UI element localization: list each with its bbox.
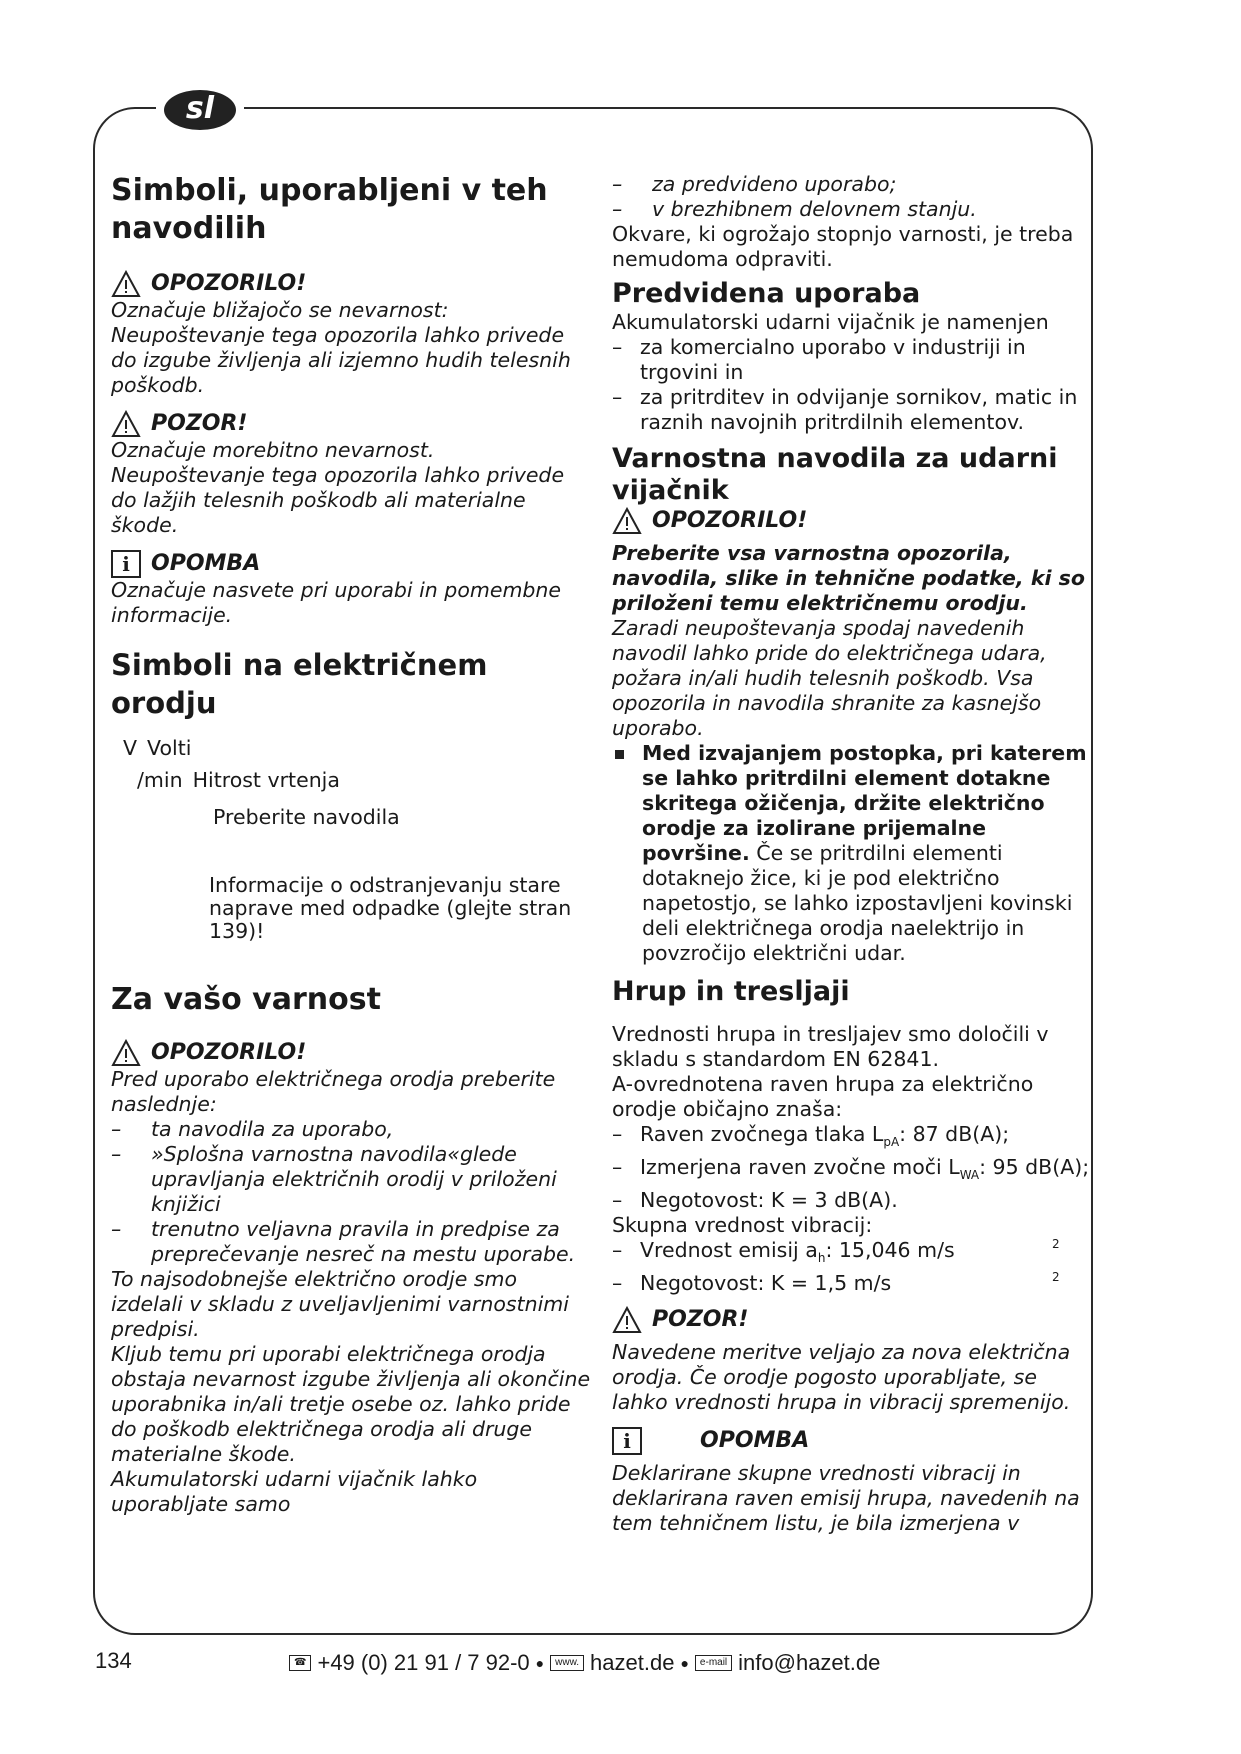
note-text: Označuje nasvete pri uporabi in pomembne informacije. bbox=[111, 578, 562, 627]
list-item: – Negotovost: K = 1,5 m/s 2 bbox=[612, 1271, 1092, 1296]
wiring-bullet bbox=[612, 741, 1092, 966]
warning-label: OPOZORILO! bbox=[151, 1040, 307, 1065]
tool-symbols-heading: Simboli na električnem orodju bbox=[111, 648, 488, 720]
caution-label: POZOR! bbox=[151, 411, 248, 436]
info-icon: i bbox=[111, 550, 141, 578]
safety-p1: To najsodobnejše električno orodje smo izdelali v skladu z uveljavljenimi varnostnimi predpisi. bbox=[111, 1267, 569, 1341]
symbol-desc: Preberite navodila bbox=[213, 805, 400, 829]
vibration-label: Skupna vrednost vibracij: bbox=[612, 1213, 873, 1238]
noise-heading: Hrup in tresljaji bbox=[612, 976, 850, 1007]
wiring-bullet-bold: Med izvajanjem postopka, pri katerem se lahko pritrdilni element dotakne skritega ožičenja, držite električno orodje za izolirane prijemalne površine. bbox=[642, 741, 1087, 865]
website-link[interactable]: hazet.de bbox=[590, 1650, 675, 1675]
warning-text: Označuje bližajočo se nevarnost: Neupoštevanje tega opozorila lahko privede do izgube življenja ali izjemno hudih telesnih poškodb. bbox=[111, 298, 571, 397]
email-link[interactable]: info@hazet.de bbox=[738, 1650, 881, 1675]
warning-header bbox=[612, 507, 1092, 535]
left-column bbox=[111, 172, 593, 1517]
list-item: – trenutno veljavna pravila in predpise za preprečevanje nesreč na mestu uporabe. bbox=[111, 1217, 593, 1267]
list-item: – za predvideno uporabo; bbox=[612, 172, 1092, 197]
note-header bbox=[111, 550, 593, 578]
impact-warning-text bbox=[612, 541, 1092, 741]
defects-text: Okvare, ki ogrožajo stopnjo varnosti, je treba nemudoma odpraviti. bbox=[612, 222, 1074, 271]
list-item: – v brezhibnem delovnem stanju. bbox=[612, 197, 1092, 222]
note-label: OPOMBA bbox=[700, 1428, 810, 1454]
impact-safety-heading: Varnostna navodila za udarni vijačnik bbox=[612, 443, 1058, 506]
safety-heading: Za vašo varnost bbox=[111, 982, 381, 1017]
impact-warning-bold: Preberite vsa varnostna opozorila, navodila, slike in tehnične podatke, ki so priloženi temu električnemu orodju. bbox=[612, 541, 1085, 615]
warning-label: OPOZORILO! bbox=[652, 508, 808, 533]
safety-p2: Kljub temu pri uporabi električnega orodja obstaja nevarnost izgube življenja ali okončine uporabnika in/ali tretje osebe oz. lahko pride do poškodb električnega orodja ali druge materialne škode. bbox=[111, 1342, 591, 1466]
symbol: /min bbox=[137, 768, 183, 792]
caution-text: Označuje morebitno nevarnost. Neupoštevanje tega opozorila lahko privede do lažjih telesnih poškodb ali materialne škode. bbox=[111, 438, 565, 537]
email-icon: e-mail bbox=[695, 1655, 732, 1671]
symbol-row bbox=[123, 805, 593, 830]
caution-header bbox=[612, 1306, 1092, 1334]
warning-label: OPOZORILO! bbox=[151, 271, 307, 296]
safety-list bbox=[111, 1117, 593, 1267]
intended-use-heading: Predvidena uporaba bbox=[612, 278, 921, 309]
list-item: – »Splošna varnostna navodila«glede upravljanja električnih orodij v priloženi knjižici bbox=[111, 1142, 593, 1217]
phone-number: +49 (0) 21 91 / 7 92-0 bbox=[317, 1650, 530, 1675]
list-item: – za komercialno uporabo v industriji in trgovini in bbox=[612, 335, 1092, 385]
page-number: 134 bbox=[95, 1648, 132, 1673]
separator-dot: ● bbox=[680, 1655, 689, 1671]
warning-header bbox=[111, 1039, 593, 1067]
symbol-desc: Volti bbox=[147, 736, 192, 760]
list-item: – Negotovost: K = 3 dB(A). bbox=[612, 1188, 1092, 1213]
symbol-row bbox=[123, 736, 593, 761]
contact-line bbox=[289, 1650, 880, 1676]
noise-p1: Vrednosti hrupa in tresljajev smo določili v skladu s standardom EN 62841. bbox=[612, 1022, 1049, 1071]
safety-p3: Akumulatorski udarni vijačnik lahko uporabljate samo bbox=[111, 1467, 478, 1516]
caution-label: POZOR! bbox=[652, 1307, 749, 1333]
warning-triangle-icon bbox=[612, 1306, 642, 1334]
intended-intro: Akumulatorski udarni vijačnik je namenjen bbox=[612, 310, 1049, 334]
wiring-bullet-text: Če se pritrdilni elementi dotaknejo žice, ki je pod električno napetostjo, se lahko izpostavljeni kovinski deli električnega orodja naelektrijo in povzročijo električni udar. bbox=[642, 841, 1073, 965]
symbols-heading: Simboli, uporabljeni v teh navodilih bbox=[111, 173, 548, 246]
symbol-row bbox=[123, 874, 593, 943]
warning-triangle-icon bbox=[111, 270, 141, 298]
warning-triangle-icon bbox=[612, 507, 642, 535]
language-tab: sl bbox=[164, 90, 236, 130]
caution-header bbox=[111, 410, 593, 438]
noise-list bbox=[612, 1122, 1092, 1213]
usage-conditions-list bbox=[612, 172, 1092, 222]
vibration-list bbox=[612, 1238, 1092, 1296]
caution-text: Navedene meritve veljajo za nova električna orodja. Če orodje pogosto uporabljate, se lahko vrednosti hrupa in vibracij spremenijo. bbox=[612, 1340, 1071, 1415]
warning-header bbox=[111, 270, 593, 298]
list-item: – ta navodila za uporabo, bbox=[111, 1117, 593, 1142]
note-text: Deklarirane skupne vrednosti vibracij in deklarirana raven emisij hrupa, navedenih na tem tehničnem listu, je bila izmerjena v bbox=[612, 1461, 1080, 1536]
list-item: – Izmerjena raven zvočne moči $L_{WA}$: 95 dB(A); bbox=[612, 1155, 1092, 1188]
right-column bbox=[612, 172, 1092, 1536]
list-item: – Vrednost emisij $a_h$: 15,046 m/s 2 bbox=[612, 1238, 1092, 1271]
impact-warning-rest: Zaradi neupoštevanja spodaj navedenih navodil lahko pride do električnega udara, požara in/ali hudih telesnih poškodb. Vsa opozorila in navodila shranite za kasnejšo uporabo. bbox=[612, 616, 1047, 740]
list-item: – Raven zvočnega tlaka $L_{pA}$: 87 dB(A); bbox=[612, 1122, 1092, 1155]
web-icon: www. bbox=[550, 1655, 584, 1671]
note-header bbox=[612, 1427, 1092, 1455]
symbol-desc: Hitrost vrtenja bbox=[192, 768, 340, 792]
symbol-row bbox=[123, 768, 593, 793]
info-icon: i bbox=[612, 1427, 642, 1455]
symbol-desc: Informacije o odstranjevanju stare naprave med odpadke (glejte stran 139)! bbox=[209, 873, 572, 943]
warning-triangle-icon bbox=[111, 410, 141, 438]
note-label: OPOMBA bbox=[151, 551, 261, 576]
warning-triangle-icon bbox=[111, 1039, 141, 1067]
noise-p2: A-ovrednotena raven hrupa za električno orodje običajno znaša: bbox=[612, 1072, 1034, 1121]
intended-list bbox=[612, 335, 1092, 435]
phone-icon: ☎ bbox=[289, 1655, 311, 1671]
symbol: V bbox=[123, 736, 138, 760]
separator-dot: ● bbox=[535, 1655, 545, 1671]
list-item: – za pritrditev in odvijanje sornikov, matic in raznih navojnih pritrdilnih elementov. bbox=[612, 385, 1092, 435]
safety-intro: Pred uporabo električnega orodja preberite naslednje: bbox=[111, 1067, 556, 1116]
